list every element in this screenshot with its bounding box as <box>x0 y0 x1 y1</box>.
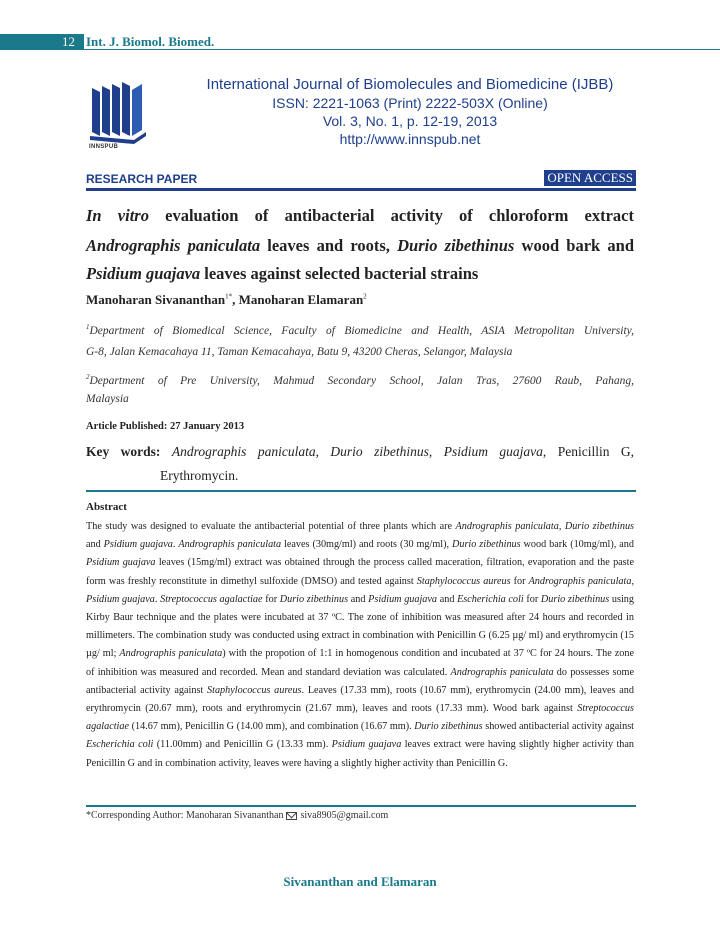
author-name: Manoharan Elamaran <box>238 292 364 307</box>
published-date: Article Published: 27 January 2013 <box>86 421 245 432</box>
abstract-text: , <box>558 521 565 532</box>
keywords-line: Key words: Andrographis paniculata, Durio zibethinus, Psidium guajava, Penicillin G, <box>86 444 635 459</box>
species-name: Psidium guajava <box>86 557 156 569</box>
corresponding-label: *Corresponding Author: Manoharan Sivananthan <box>86 810 284 821</box>
running-title: Int. J. Biomol. Biomed. <box>86 34 215 49</box>
abstract-text: . <box>172 539 179 551</box>
journal-url[interactable]: http://www.innspub.net <box>339 131 481 147</box>
species-name: Psidium guajava <box>103 539 173 551</box>
affiliation-2-cont: Malaysia <box>86 393 129 405</box>
title-text: leaves and roots, <box>260 236 398 255</box>
abstract-text: and <box>86 539 104 551</box>
keyword: Andrographis paniculata <box>171 444 316 459</box>
corresponding-email[interactable]: siva8905@gmail.com <box>300 810 389 821</box>
corresponding-author <box>86 810 388 821</box>
title-text: wood bark and <box>514 236 635 255</box>
species-name: Psidium guajava <box>86 593 155 605</box>
species-name: Durio zibethinus <box>452 539 521 551</box>
species-name: Streptococcus agalactiae <box>86 703 634 733</box>
affiliation-mark: 1 <box>86 323 90 331</box>
author-mark: 1* <box>225 292 233 301</box>
abstract-rule-top <box>86 490 636 492</box>
species-name: Andrographis paniculata <box>178 539 282 551</box>
species-name: Psidium guajava <box>331 739 402 751</box>
abstract-body <box>86 518 634 773</box>
abstract-text: using Kirby Baur technique and the plates were incubated at 37 ºC. The zone of inhibition was measured after 24 hours and recorded in millimeters. The combination study was conducted using extract in combination with Penicillin G (6.25 µg/ ml) and erythromycin (15 µg/ ml; <box>86 593 634 660</box>
abstract-text: and <box>348 593 369 605</box>
keyword: Psidium guajava <box>443 444 543 459</box>
species-name: Andrographis paniculata <box>119 648 223 660</box>
author-separator: , <box>232 292 239 307</box>
book-stack-icon <box>90 82 146 144</box>
species-name: Durio zibethinus <box>279 593 349 605</box>
species-name: Streptococcus agalactiae <box>160 593 263 605</box>
abstract-text: (11.00mm) and Penicillin G (13.33 mm). <box>153 739 332 751</box>
abstract-text: The study was designed to evaluate the antibacterial potential of three plants which are <box>86 521 456 532</box>
species-name: Andrographis paniculata <box>528 575 632 587</box>
running-footer: Sivananthan and Elamaran <box>283 874 437 889</box>
title-italic: In vitro <box>86 206 149 225</box>
title-italic: Durio zibethinus <box>397 236 515 255</box>
abstract-text: ) with the propotion of 1:1 in homogenous condition and incubated at 37 ºC for 24 hours. The zone of inhibition was measured and recorded. Mean and standard deviation was calculated. <box>86 648 635 678</box>
abstract-text: and <box>437 593 458 605</box>
author-name: Manoharan Sivananthan <box>86 292 226 307</box>
paper-title-line-2 <box>86 236 634 256</box>
abstract-text: , <box>631 575 634 587</box>
keyword: Erythromycin. <box>160 468 239 483</box>
abstract-text: . Leaves (17.33 mm), roots (10.67 mm), erythromycin (24.00 mm), leaves and erythromycin (20.67 mm), roots and erythromycin (21.67 mm), leaves and roots (17.33 mm). Wood bark against <box>86 684 634 715</box>
species-name: Escherichia coli <box>86 739 154 751</box>
affiliation-1-cont: G-8, Jalan Kemacahaya 11, Taman Kemacahaya, Batu 9, 43200 Cheras, Selangor, Malaysia <box>86 346 513 358</box>
abstract-text: wood bark (10mg/ml), and <box>520 539 634 551</box>
species-name: Staphylococcus aureus <box>207 684 302 696</box>
species-name: Andrographis paniculata <box>455 521 559 532</box>
abstract-text: for <box>262 593 280 605</box>
page-number: 12 <box>62 34 75 49</box>
paper-title-line-1 <box>86 206 634 226</box>
paper-title-line-3 <box>86 264 634 284</box>
journal-info <box>160 76 660 148</box>
affiliation-text: Department of Pre University, Mahmud Secondary School, Jalan Tras, 27600 Raub, Pahang, <box>89 374 634 387</box>
affiliation-2 <box>86 370 634 388</box>
affiliation-text: Department of Biomedical Science, Faculty of Biomedicine and Health, ASIA Metropolitan University, <box>89 324 634 337</box>
header-rule <box>84 49 720 50</box>
abstract-text: . <box>154 593 161 605</box>
affiliation-mark: 2 <box>86 373 90 381</box>
title-text: evaluation of antibacterial activity of chloroform extract <box>148 206 634 225</box>
species-name: Durio zibethinus <box>564 521 634 532</box>
abstract-text: leaves extract were having slightly higher activity than Penicillin G and in combination activity, leaves were having a slightly higher activity than Penicillin G. <box>86 739 635 769</box>
keyword: Penicillin G, <box>557 444 635 459</box>
journal-name: International Journal of Biomolecules and Biomedicine (IJBB) <box>206 76 614 93</box>
abstract-rule-bottom <box>86 805 636 807</box>
abstract-text: showed antibacterial activity against <box>482 721 634 733</box>
species-name: Durio zibethinus <box>414 721 483 733</box>
author-list <box>86 292 367 308</box>
keywords-label: Key words: <box>86 444 161 459</box>
journal-volume: Vol. 3, No. 1, p. 12-19, 2013 <box>322 113 498 129</box>
section-rule <box>86 188 636 191</box>
abstract-text: leaves (30mg/ml) and roots (30 mg/ml), <box>281 539 452 551</box>
open-access-badge: OPEN ACCESS <box>544 170 636 186</box>
paper-type: RESEARCH PAPER <box>86 172 198 186</box>
species-name: Durio zibethinus <box>540 593 610 605</box>
abstract-text: (14.67 mm), Penicillin G (14.00 mm), and combination (16.67 mm). <box>129 721 415 733</box>
envelope-icon <box>286 812 297 820</box>
species-name: Psidium guajava <box>368 593 438 605</box>
author-mark: 2 <box>363 292 367 301</box>
logo-caption: INNSPUB <box>89 144 119 150</box>
abstract-text: leaves (15mg/ml) extract was obtained through the process called maceration, filtration, evaporation and the paste form was freshly reconstitute in dimethyl sulfoxide (DMSO) and tested against <box>86 557 635 587</box>
title-italic: Psidium guajava <box>86 264 201 283</box>
keyword: Durio zibethinus <box>330 444 429 459</box>
affiliation-1 <box>86 320 634 338</box>
abstract-text: for <box>510 575 529 587</box>
species-name: Staphylococcus aureus <box>416 575 511 587</box>
title-text: leaves against selected bacterial strains <box>200 264 479 283</box>
species-name: Escherichia coli <box>457 593 524 605</box>
title-italic: Andrographis paniculata <box>86 236 261 255</box>
abstract-text: for <box>523 593 541 605</box>
species-name: Andrographis paniculata <box>450 666 554 678</box>
abstract-heading: Abstract <box>86 501 127 513</box>
abstract-text: do possesses some antibacterial activity against <box>86 666 634 696</box>
journal-issn: ISSN: 2221-1063 (Print) 2222-503X (Online) <box>272 95 548 111</box>
